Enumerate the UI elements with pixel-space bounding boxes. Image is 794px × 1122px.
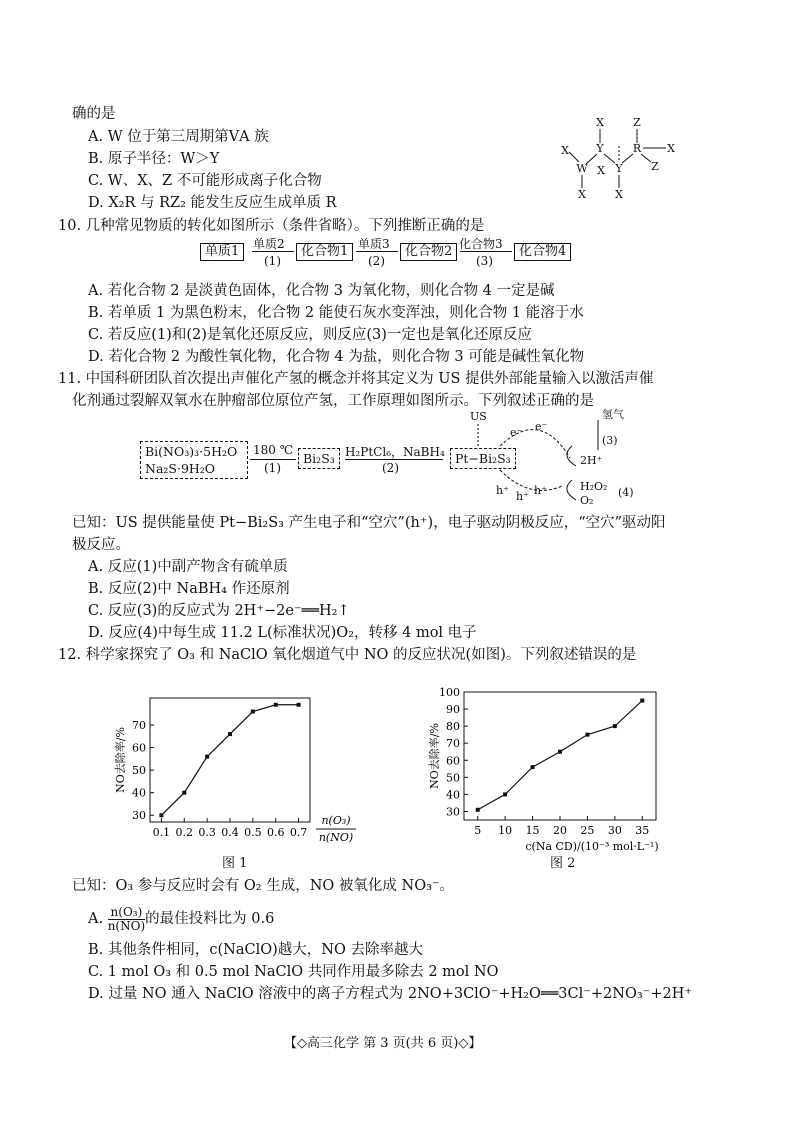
step-1: (1) [264,461,281,475]
q11-option-d: D. 反应(4)中每生成 11.2 L(标准状况)O₂，转移 4 mol 电子 [88,625,477,641]
data-point [274,703,278,707]
y-tick-label: 80 [446,720,460,734]
x-tick-label: 0.2 [175,826,194,839]
q11-known-2: 极反应。 [72,537,130,553]
atom-x-mid: X [597,164,605,177]
atom-z-right: Z [651,160,659,173]
q10-option-b: B. 若单质 1 为黑色粉末，化合物 2 能使石灰水变浑浊，则化合物 1 能溶于水 [88,305,584,321]
q10-option-a: A. 若化合物 2 是淡黄色固体，化合物 3 为氧化物，则化合物 4 一定是碱 [88,283,555,299]
reactant-na2s: Na₂S·9H₂O [145,461,216,476]
x-tick-label: 5 [474,824,482,837]
h-ion: 2H⁺ [580,454,603,467]
y-tick-label: 100 [439,686,460,699]
x-axis-label-numerator: n(O₃) [321,814,351,827]
q11-option-a: A. 反应(1)中副产物含有硫单质 [88,559,288,575]
electron-1: e⁻ [510,426,523,439]
y-axis-label: NO去除率/% [114,727,127,793]
atom-x-right: X [667,142,675,155]
data-point [228,732,232,736]
catalysis-cycle [440,408,660,506]
q12-option-b: B. 其他条件相同，c(NaClO)越大，NO 去除率越大 [88,942,423,958]
x-tick-label: 0.1 [152,826,171,839]
chain-arrow-3 [460,251,512,252]
step-4: (4) [618,486,634,499]
atom-z-top: Z [633,116,641,129]
atom-x-top: X [596,116,604,129]
y-tick-label: 50 [446,771,460,785]
data-point [585,733,589,737]
atom-x-bottom: X [578,188,586,201]
hole-1: h⁺ [496,484,509,497]
data-point [159,813,163,817]
x-tick-label: 0.3 [198,826,216,839]
x-tick-label: 0.6 [266,826,285,839]
q12-option-a [88,904,274,934]
y-tick-label: 40 [446,788,460,802]
chain-arrow-1 [252,251,294,252]
q10-chain [200,237,700,275]
chain-node-3: 化合物2 [400,243,457,261]
y-tick-label: 50 [132,764,146,778]
figure-2-chart [416,684,716,856]
y-axis-label: NO去除率/% [428,723,441,789]
q11-stem-1: 11. 中国科研团队首次提出声催化产氢的概念并将其定义为 US 提供外部能量输入以激活声催 [58,371,654,387]
cond-h2ptcl6: H₂PtCl₆，NaBH₄ [345,445,445,459]
ratio-numerator: n(O₃) [108,906,145,920]
data-point [503,792,507,796]
y-tick-label: 30 [446,805,460,819]
series-line [161,705,298,815]
step-3: (3) [602,434,618,447]
o2-label: O₂ [580,494,594,506]
electron-2: e⁻ [535,420,548,433]
y-tick-label: 90 [446,703,460,717]
q11-diagram [140,408,700,506]
q9-option-a: A. W 位于第三周期第ⅤA 族 [88,129,269,145]
data-point [531,765,535,769]
q12-known: 已知：O₃ 参与反应时会有 O₂ 生成，NO 被氧化成 NO₃⁻。 [72,878,455,894]
atom-w: W [576,162,588,175]
q9-option-c: C. W、X、Z 不可能形成离子化合物 [88,173,322,189]
atom-y-lower: Y [615,162,623,175]
fig2-caption: 图 2 [550,856,576,871]
atom-x-left: X [561,144,569,157]
data-point [297,703,301,707]
step-2: (2) [382,461,399,475]
x-tick-label: 0.5 [244,826,262,839]
y-tick-label: 60 [132,741,146,755]
q12-option-a-label: A. [88,911,104,927]
q12-option-a-rest: 的最佳投料比为 0.6 [145,911,275,927]
ratio-denominator: n(NO) [107,918,146,933]
hole-2: h⁺ [516,490,529,503]
h2o2-label: H₂O₂ [580,480,608,493]
q10-option-d: D. 若化合物 2 为酸性氧化物，化合物 4 为盐，则化合物 3 可能是碱性氧化物 [88,349,585,365]
q9-lead: 确的是 [72,106,116,122]
x-tick-label: 0.4 [221,826,239,839]
x-tick-label: 0.7 [289,826,308,839]
atom-y-upper: Y [596,142,604,155]
chain-reagent-2: 单质3 [358,237,390,251]
y-tick-label: 60 [446,754,460,768]
q11-known-1: 已知：US 提供能量使 Pt−Bi₂S₃ 产生电子和“空穴”(h⁺)，电子驱动阴极反应，“空穴”驱动阳 [72,515,666,531]
y-tick-label: 30 [132,809,146,823]
q11-stem-2: 化剂通过裂解双氧水在肿瘤部位原位产氢，工作原理如图所示。下列叙述正确的是 [72,393,594,409]
q9-structure-diagram [555,112,695,212]
q11-option-c: C. 反应(3)的反应式为 2H⁺−2e⁻══H₂↑ [88,603,350,619]
chain-step-1: (1) [264,254,281,268]
arrow-2 [345,459,443,460]
q10-stem: 10. 几种常见物质的转化如图所示（条件省略）。下列推断正确的是 [58,218,485,234]
q9-option-b: B. 原子半径：W＞Y [88,151,220,167]
series-line [478,701,643,810]
chain-node-1: 单质1 [200,243,244,261]
chain-reagent-3: 化合物3 [459,237,503,251]
chain-node-4: 化合物4 [514,243,571,261]
pt-bi2s3-box: Pt−Bi₂S₃ [450,448,516,469]
x-tick-label: 35 [635,824,650,837]
reactant-bi-nitrate: Bi(NO₃)₃·5H₂O [145,444,238,459]
q12-stem: 12. 科学家探究了 O₃ 和 NaClO 氧化烟道气中 NO 的反应状况(如图)。下列叙述错误的是 [58,647,637,663]
x-tick-label: 20 [553,824,567,837]
bi2s3-box: Bi₂S₃ [298,448,340,469]
page-footer: 【◇高三化学 第 3 页(共 6 页)◇】 [284,1036,482,1051]
atom-x-lower: X [615,188,623,201]
data-point [476,808,480,812]
data-point [182,791,186,795]
fig1-caption: 图 1 [222,856,248,871]
figure-1-chart [100,688,380,856]
q9-option-d: D. X₂R 与 RZ₂ 能发生反应生成单质 R [88,195,337,211]
y-tick-label: 70 [446,737,460,751]
chain-step-3: (3) [476,254,493,268]
reactants-box [140,441,248,479]
x-tick-label: 30 [607,824,622,837]
x-tick-label: 25 [580,824,595,837]
y-tick-label: 40 [132,786,146,800]
data-point [640,699,644,703]
cond-180c: 180 ℃ [253,443,294,457]
data-point [613,724,617,728]
y-tick-label: 70 [132,719,146,733]
arrow-1 [250,459,296,460]
chain-step-2: (2) [368,254,385,268]
us-label: US [470,410,487,423]
data-point [558,750,562,754]
chain-node-2: 化合物1 [296,243,353,261]
hydrogen-label: 氢气 [602,408,624,421]
q11-option-b: B. 反应(2)中 NaBH₄ 作还原剂 [88,581,290,597]
x-axis-label-denominator: n(NO) [318,831,354,844]
atom-r: R [632,142,642,155]
chain-reagent-1: 单质2 [253,237,285,251]
data-point [251,710,255,714]
chain-arrow-2 [356,251,398,252]
x-axis-label: c(Na CD)/(10⁻³ mol·L⁻¹) [525,840,659,853]
x-tick-label: 15 [525,824,540,837]
hole-3: h⁺ [534,484,547,497]
q10-option-c: C. 若反应(1)和(2)是氧化还原反应，则反应(3)一定也是氧化还原反应 [88,327,532,343]
q12-option-c: C. 1 mol O₃ 和 0.5 mol NaClO 共同作用最多除去 2 mol NO [88,964,499,980]
data-point [205,755,209,759]
q12-option-a-ratio [108,906,145,933]
x-tick-label: 10 [498,824,513,837]
q12-option-d: D. 过量 NO 通入 NaClO 溶液中的离子方程式为 2NO+3ClO⁻+H₂O══3Cl⁻+2NO₃⁻+2H⁺ [88,986,693,1002]
